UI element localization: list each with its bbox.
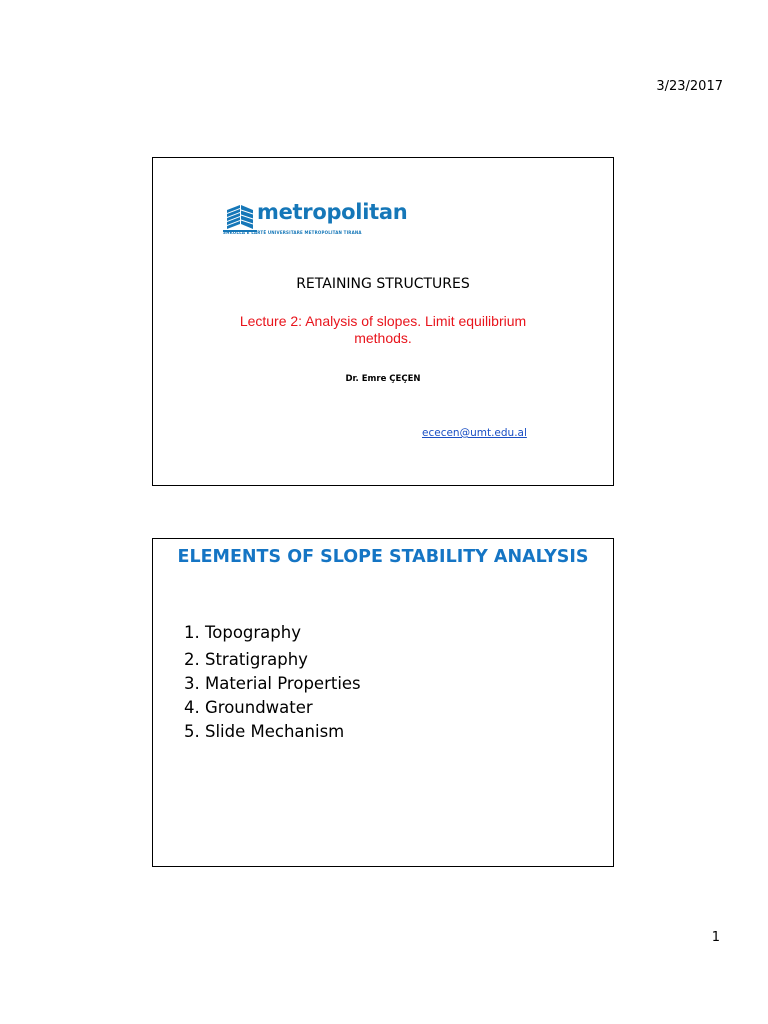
list-item: 3. Material Properties — [184, 674, 361, 693]
list-item: 2. Stratigraphy — [184, 650, 308, 669]
elements-list — [184, 621, 361, 744]
slide-elements — [152, 538, 614, 867]
author-name: Dr. Emre ÇEÇEN — [345, 374, 421, 384]
list-item: 4. Groundwater — [184, 698, 313, 717]
slide-title-text: RETAINING STRUCTURES — [296, 276, 470, 292]
slide-title — [152, 157, 614, 486]
university-logo — [223, 200, 408, 238]
list-item: 5. Slide Mechanism — [184, 722, 345, 741]
lecture-subtitle: Lecture 2: Analysis of slopes. Limit equilibrium methods. — [239, 313, 527, 346]
list-item: 1. Topography — [184, 623, 301, 642]
slide-heading: ELEMENTS OF SLOPE STABILITY ANALYSIS — [177, 547, 589, 567]
email-link[interactable]: ececen@umt.edu.al — [422, 427, 527, 439]
logo-tagline: SHKOLLA E LARTË UNIVERSITARE METROPOLITAN TIRANA — [223, 230, 362, 235]
page-number: 1 — [711, 930, 720, 945]
page-date: 3/23/2017 — [656, 79, 723, 94]
logo-wordmark: metropolitan — [257, 200, 408, 224]
